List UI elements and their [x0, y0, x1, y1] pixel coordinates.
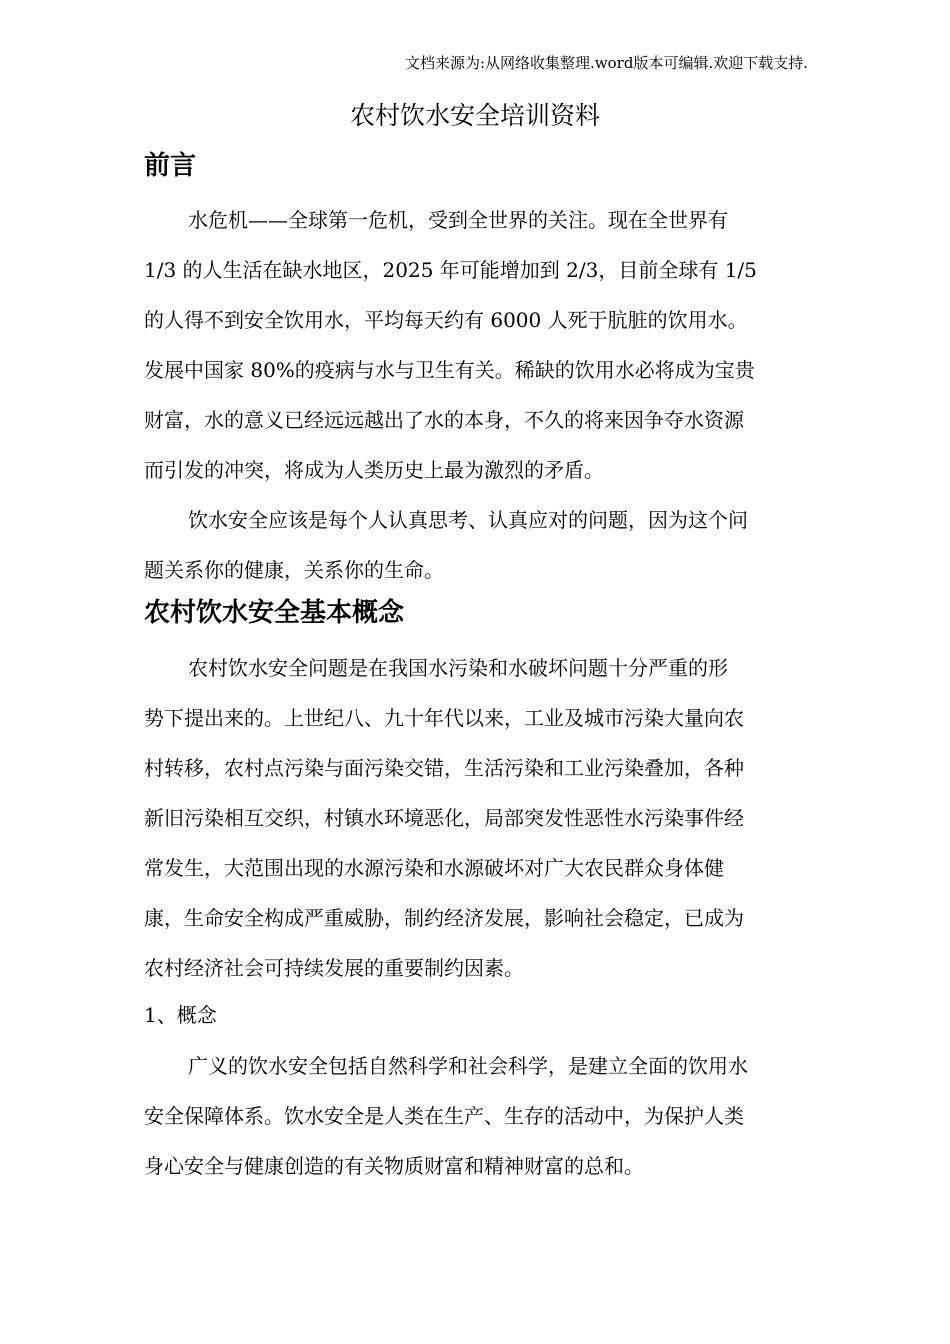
paragraph-line: 财富，水的意义已经远远越出了水的本身，不久的将来因争夺水资源: [144, 408, 744, 432]
concepts-paragraph: [144, 643, 824, 993]
subheading-concept: 1、概念: [144, 1003, 217, 1027]
paragraph-line: 农村饮水安全问题是在我国水污染和水破坏问题十分严重的形: [188, 656, 728, 680]
paragraph-line: 新旧污染相互交织，村镇水环境恶化，局部突发性恶性水污染事件经: [144, 806, 744, 830]
paragraph-line: 而引发的冲突，将成为人类历史上最为激烈的矛盾。: [144, 458, 604, 482]
paragraph-line: 身心安全与健康创造的有关物质财富和精神财富的总和。: [144, 1154, 644, 1178]
paragraph-line: 饮水安全应该是每个人认真思考、认真应对的问题，因为这个问: [188, 508, 748, 532]
paragraph-line: 康，生命安全构成严重威胁，制约经济发展，影响社会稳定，已成为: [144, 906, 744, 930]
preface-paragraph-1: [144, 195, 824, 495]
paragraph-line: 常发生，大范围出现的水源污染和水源破坏对广大农民群众身体健: [144, 856, 724, 880]
header-note: 文档来源为:从网络收集整理.word版本可编辑.欢迎下载支持.: [404, 54, 808, 72]
section-heading-concepts: 农村饮水安全基本概念: [144, 598, 405, 628]
paragraph-line: 发展中国家 80%的疫病与水与卫生有关。稀缺的饮用水必将成为宝贵: [144, 358, 755, 382]
definition-paragraph: [144, 1041, 824, 1191]
paragraph-line: 安全保障体系。饮水安全是人类在生产、生存的活动中，为保护人类: [144, 1104, 744, 1128]
paragraph-line: 1/3 的人生活在缺水地区，2025 年可能增加到 2/3，目前全球有 1/5: [144, 258, 757, 282]
paragraph-line: 广义的饮水安全包括自然科学和社会科学，是建立全面的饮用水: [188, 1054, 748, 1078]
paragraph-line: 的人得不到安全饮用水，平均每天约有 6000 人死于肮脏的饮用水。: [144, 308, 748, 332]
paragraph-line: 农村经济社会可持续发展的重要制约因素。: [144, 956, 524, 980]
paragraph-line: 村转移，农村点污染与面污染交错，生活污染和工业污染叠加，各种: [144, 756, 744, 780]
paragraph-line: 题关系你的健康，关系你的生命。: [144, 558, 444, 582]
paragraph-line: 水危机——全球第一危机，受到全世界的关注。现在全世界有: [188, 208, 728, 232]
section-heading-preface: 前言: [144, 151, 197, 181]
document-title: 农村饮水安全培训资料: [349, 101, 600, 130]
preface-paragraph-2: [144, 495, 824, 595]
paragraph-line: 势下提出来的。上世纪八、九十年代以来，工业及城市污染大量向农: [144, 706, 744, 730]
